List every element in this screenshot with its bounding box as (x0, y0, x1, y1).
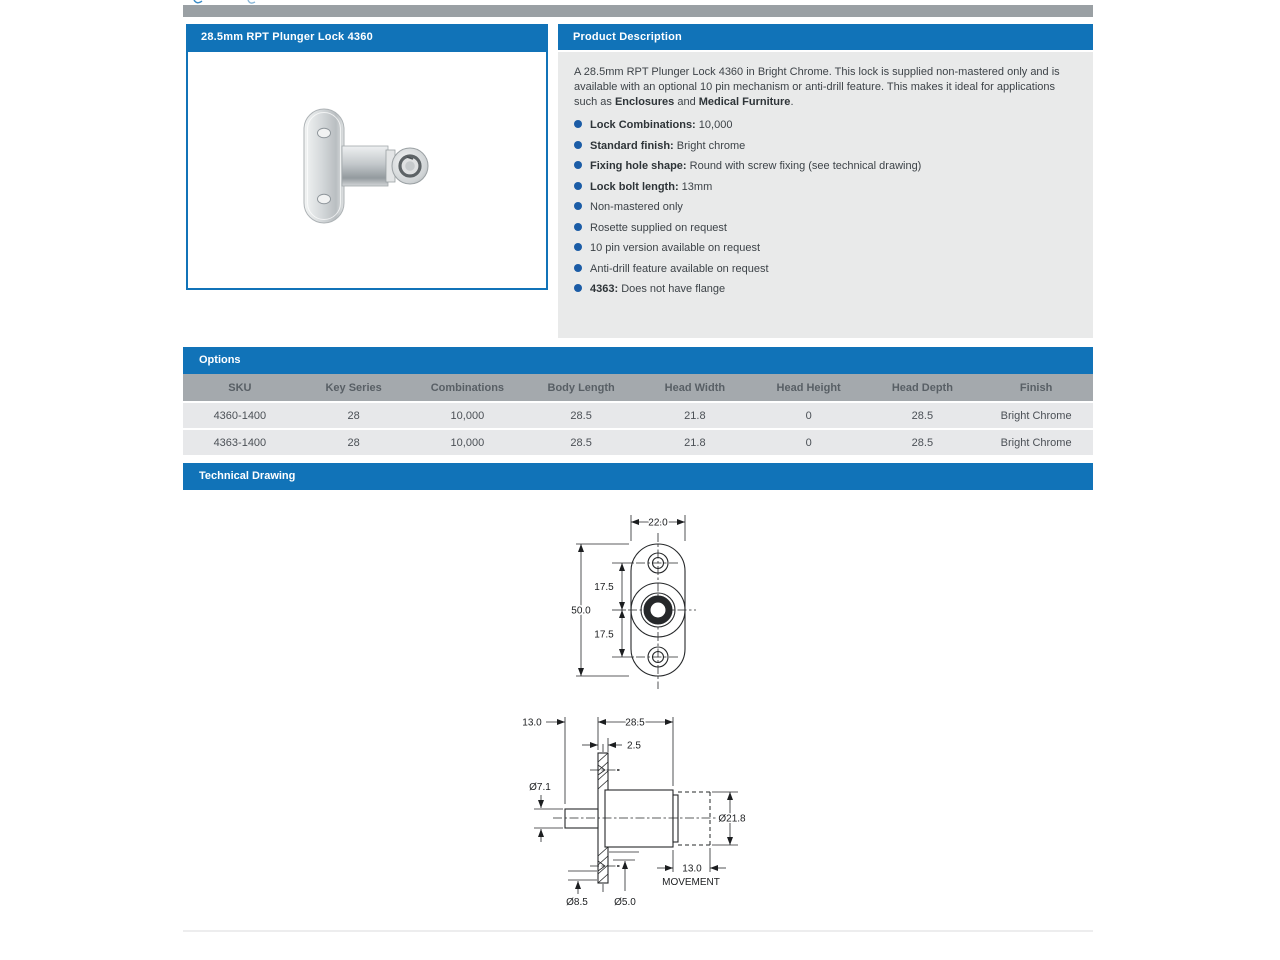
table-cell: 28.5 (911, 409, 934, 422)
feature-list (574, 119, 1077, 295)
table-cell: Bright Chrome (1000, 409, 1072, 422)
product-photo (262, 103, 472, 237)
bullet-text: 13mm (678, 180, 713, 193)
bullet-label: Fixing hole shape: (590, 160, 687, 172)
bullet-label: 4363: (590, 283, 619, 295)
dim-body-length: 28.5 (625, 717, 645, 729)
bullet-text: Anti-drill feature available on request (590, 262, 769, 275)
technical-section-header: Technical Drawing (183, 463, 1093, 490)
bullet-icon (574, 141, 582, 149)
list-item (574, 160, 1077, 172)
table-cell: 28.5 (570, 436, 592, 449)
bullet-text: Round with screw fixing (see technical drawing) (686, 160, 922, 172)
column-header: Finish (1019, 381, 1053, 394)
description-body (558, 52, 1093, 338)
dim-plunger-dia: Ø7.1 (529, 782, 551, 793)
bullet-icon (574, 202, 582, 210)
bullet-text: 10 pin version available on request (590, 242, 761, 254)
description-panel (558, 24, 1093, 338)
table-header-row (183, 374, 1093, 401)
table-cell: 21.8 (684, 409, 706, 422)
table-row (183, 430, 1093, 455)
table-row (183, 403, 1093, 428)
bullet-icon (574, 182, 582, 190)
bullet-label: Standard finish: (590, 139, 674, 152)
list-item (574, 222, 1077, 234)
table-cell: 10,000 (450, 436, 485, 449)
column-header: Head Width (664, 381, 726, 394)
table-cell-sku: 4363-1400 (213, 436, 267, 449)
dim-head-dia: Ø21.8 (718, 813, 746, 825)
bullet-icon (574, 264, 582, 272)
table-cell: 0 (805, 409, 812, 422)
description-title: Product Description (558, 24, 1093, 50)
list-item (574, 181, 1077, 193)
table-cell: 28 (347, 409, 360, 422)
dim-flange-thickness: 2.5 (627, 740, 641, 752)
bottom-divider (183, 930, 1093, 932)
bullet-icon (574, 161, 582, 169)
bullet-icon (574, 243, 582, 251)
list-item (574, 140, 1077, 152)
table-cell: 28 (347, 436, 360, 449)
bullet-text: Rosette supplied on request (590, 221, 727, 234)
column-header: Key Series (325, 381, 382, 394)
dim-flange-width: 22.0 (648, 517, 668, 529)
technical-drawing-front-view (550, 503, 755, 698)
bullet-text: Bright chrome (673, 139, 746, 152)
product-image-box (186, 50, 548, 290)
list-item (574, 242, 1077, 254)
column-header: Head Depth (891, 381, 953, 394)
clipped-logo (190, 0, 280, 4)
table-cell: 28.5 (570, 409, 592, 422)
table-cell: 10,000 (450, 409, 485, 422)
list-item (574, 263, 1077, 275)
dim-hole-spacing-bottom: 17.5 (594, 629, 614, 641)
list-item (574, 283, 1077, 295)
description-paragraph: A 28.5mm RPT Plunger Lock 4360 in Bright Chrome. This lock is supplied non-mastered only and is available with an optional 10 pin mechanism or anti-drill feature. This makes it ideal for applications such as Enclosures and Medical Furniture. (574, 66, 1060, 108)
options-table (183, 374, 1093, 455)
top-divider-bar (183, 5, 1093, 17)
table-cell-sku: 4360-1400 (213, 409, 267, 422)
table-cell: 0 (805, 436, 812, 449)
column-header: Body Length (547, 381, 615, 394)
dim-movement-label: MOVEMENT (662, 877, 720, 888)
column-header: Combinations (430, 381, 505, 394)
table-cell: 28.5 (911, 436, 934, 449)
table-cell: 21.8 (684, 436, 706, 449)
product-image-panel (186, 24, 548, 290)
dim-screw-head-dia: Ø8.5 (566, 897, 588, 908)
table-cell: Bright Chrome (1000, 436, 1072, 449)
column-header: Head Height (776, 381, 841, 394)
dim-hole-spacing-top: 17.5 (594, 582, 614, 593)
bullet-icon (574, 223, 582, 231)
column-header: SKU (228, 381, 252, 394)
options-section-header: Options (183, 347, 1093, 374)
dim-movement: 13.0 (682, 863, 702, 875)
bullet-icon (574, 120, 582, 128)
list-item (574, 201, 1077, 213)
dim-screw-hole-dia: Ø5.0 (614, 897, 636, 908)
bullet-text: 10,000 (695, 119, 733, 131)
bullet-label: Lock Combinations: (590, 119, 696, 131)
dim-plunger-length: 13.0 (522, 717, 542, 729)
bullet-text: Non-mastered only (590, 201, 683, 213)
bullet-text: Does not have flange (618, 283, 726, 295)
product-title: 28.5mm RPT Plunger Lock 4360 (186, 24, 548, 50)
technical-drawing-side-view (508, 700, 778, 915)
bullet-icon (574, 284, 582, 292)
list-item (574, 119, 1077, 131)
dim-flange-height: 50.0 (571, 605, 591, 617)
bullet-label: Lock bolt length: (590, 180, 679, 193)
